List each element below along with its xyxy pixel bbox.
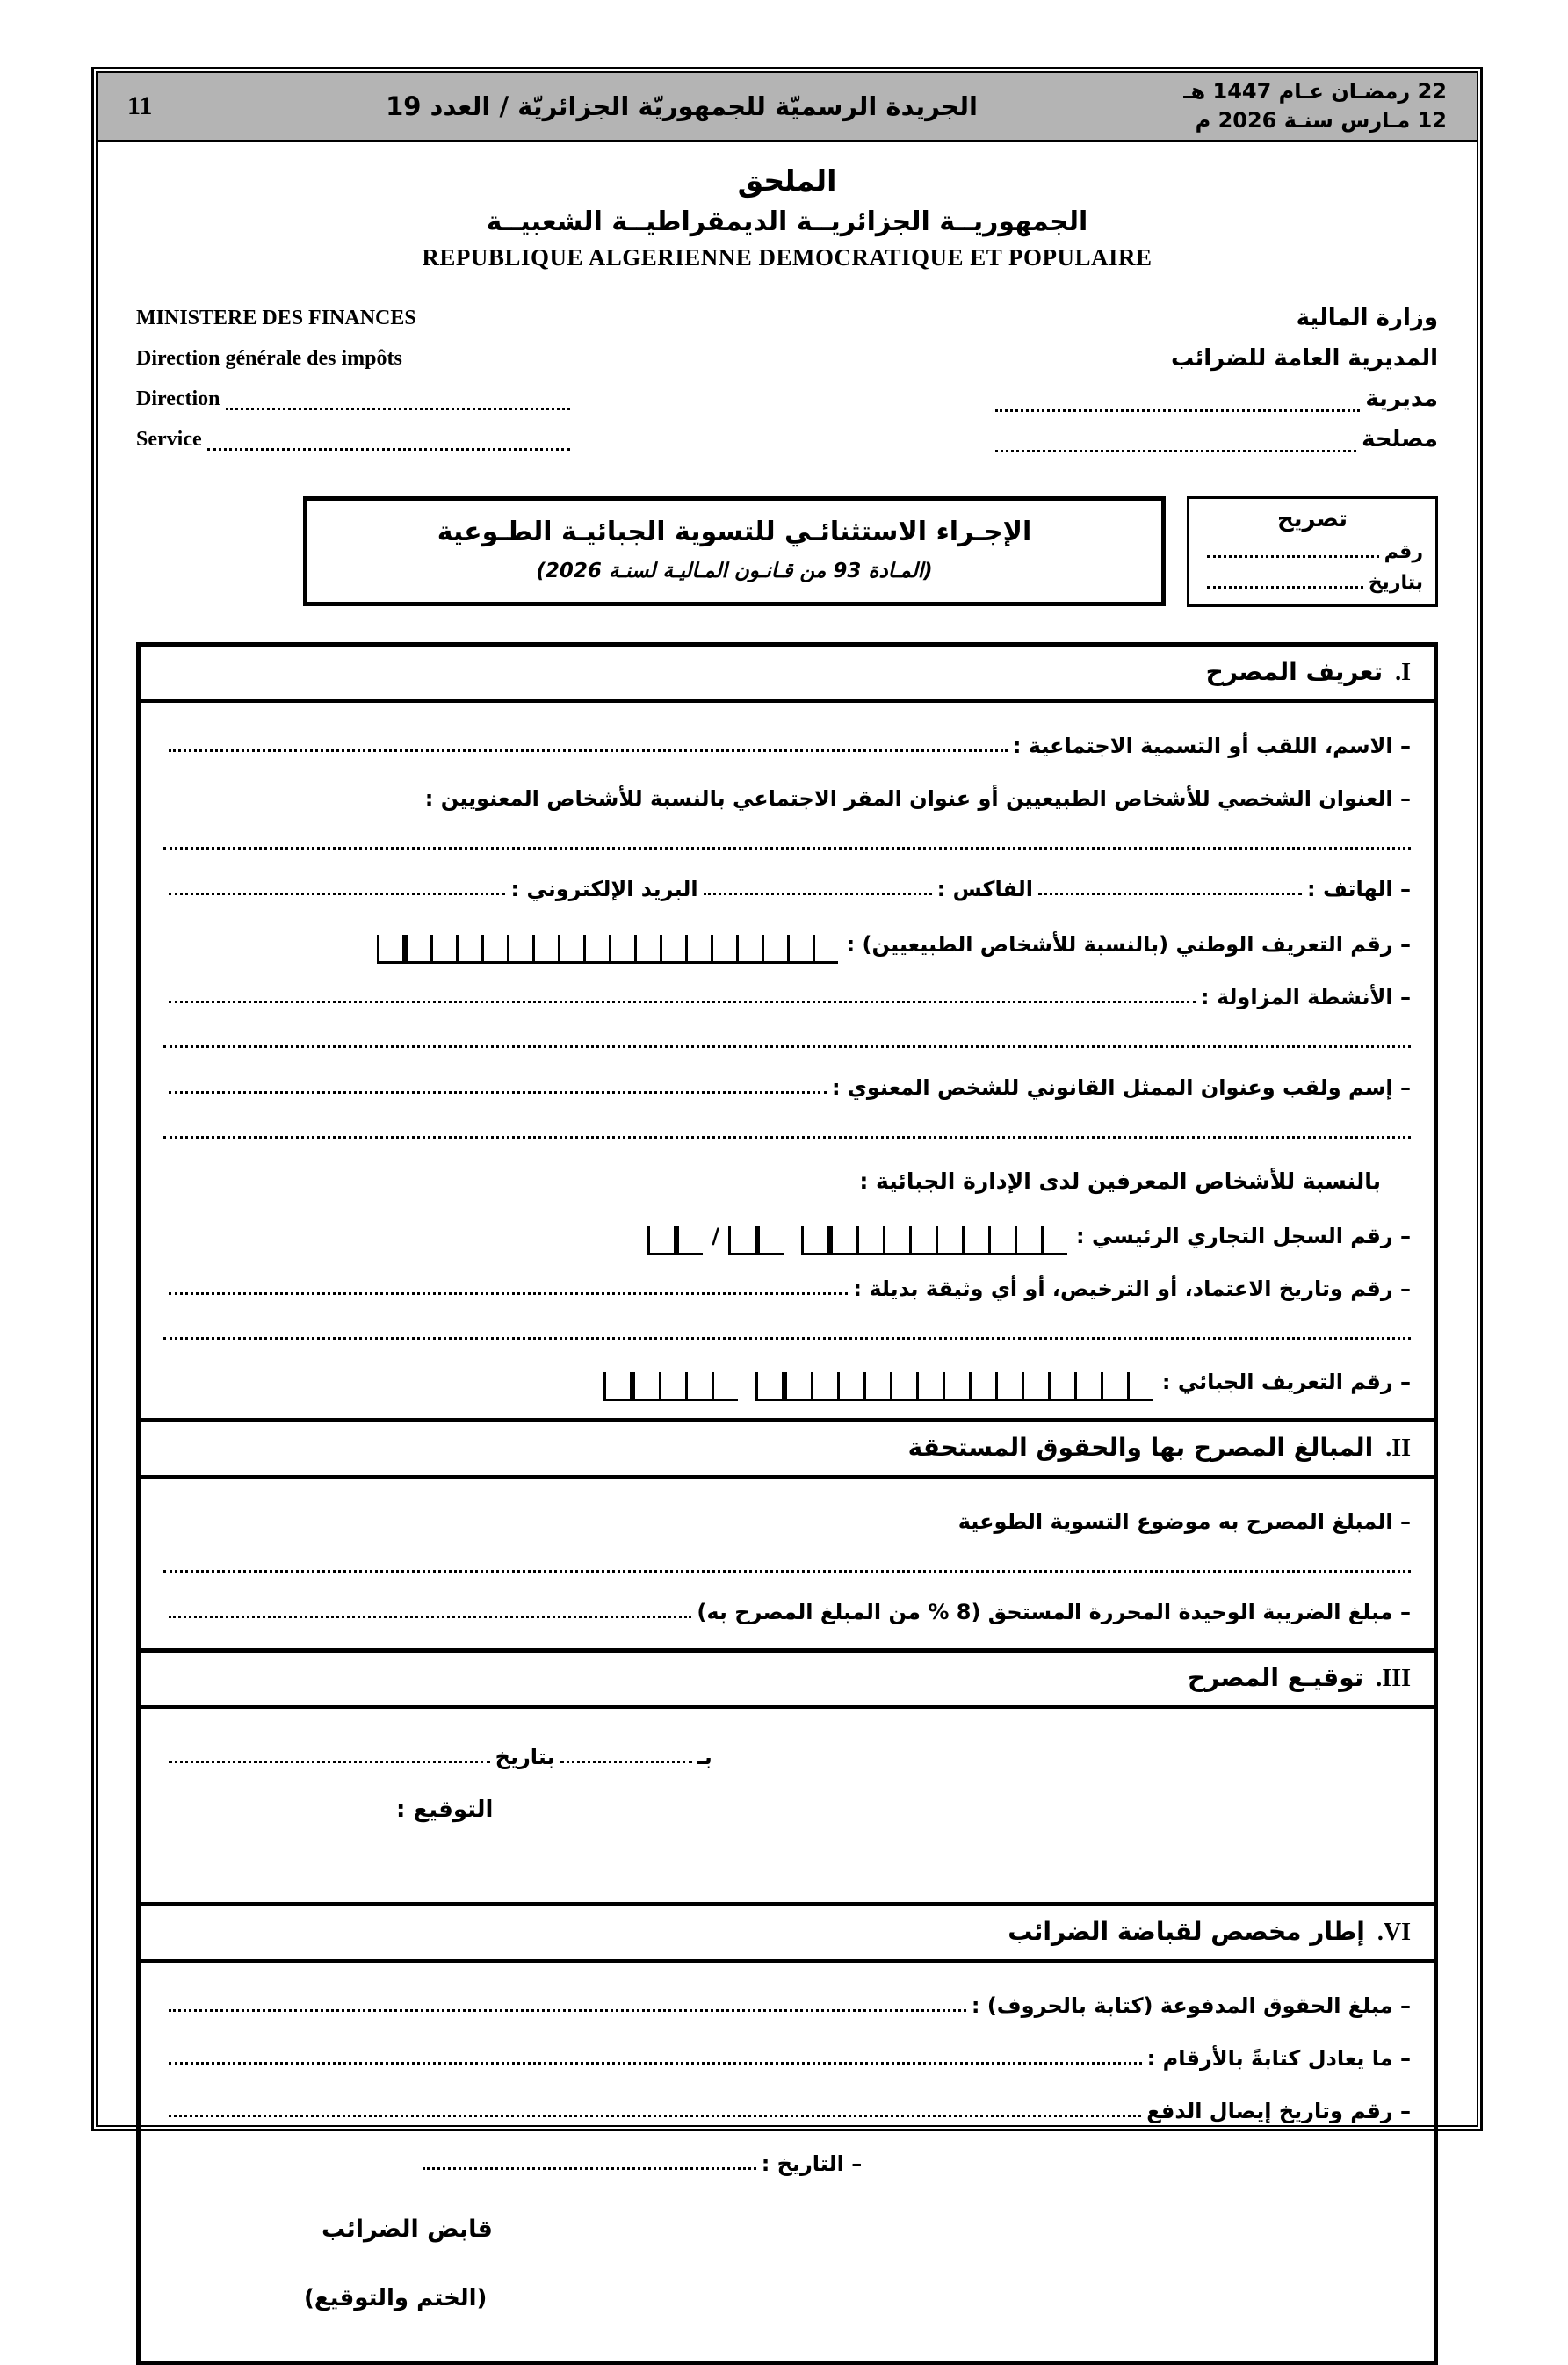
name-field-row — [163, 733, 1411, 759]
digit-cell — [969, 1372, 995, 1401]
digit-cell — [755, 1372, 784, 1401]
dotted-fill — [704, 893, 932, 895]
dotted-fill — [169, 1001, 1196, 1003]
legal-representative-label: – إسم ولقب وعنوان الممثل القانوني للشخص المعنوي : — [831, 1075, 1411, 1100]
section-2-header — [141, 1422, 1434, 1479]
tax-id-label: – رقم التعريف الجبائي : — [1161, 1370, 1411, 1394]
section-2-title: المبالغ المصرح بها والحقوق المستحقة — [907, 1433, 1374, 1462]
section-2-number: II. — [1385, 1435, 1411, 1462]
tax-id-main-cells — [755, 1372, 1153, 1401]
signature-place-label: بـ — [697, 1745, 712, 1769]
digit-cell — [430, 935, 456, 964]
declaration-form — [136, 642, 1438, 2365]
digit-cell — [784, 1372, 811, 1401]
digit-cell — [762, 935, 787, 964]
dotted-continuation-line — [163, 1122, 1411, 1139]
digit-cell — [405, 935, 430, 964]
amount-in-words-row — [163, 1993, 1411, 2019]
section-3-number: III. — [1376, 1665, 1411, 1692]
digit-cell — [813, 935, 838, 964]
procedure-title-box — [303, 496, 1166, 606]
tax-collector-label: قابض الضرائب — [322, 2216, 493, 2243]
digit-cell — [609, 935, 634, 964]
procedure-subtitle: (المـادة 93 من قـانـون المـاليـة لسنـة 2026) — [536, 560, 933, 582]
journal-title: الجريدة الرسميّة للجمهوريّة الجزائريّة / العدد 19 — [386, 91, 978, 121]
tax-id-end-cells — [603, 1372, 738, 1401]
accreditation-row — [163, 1276, 1411, 1302]
dotted-fill — [169, 2062, 1142, 2065]
directorate-fr: Direction générale des impôts — [136, 347, 402, 370]
digit-cell — [1041, 1226, 1067, 1255]
dotted-fill — [560, 1761, 692, 1763]
amount-in-words-label: – مبلغ الحقوق المدفوعة (كتابة بالحروف) : — [971, 1993, 1411, 2018]
date-gregorian: 12 مـارس سنـة 2026 م — [1195, 108, 1447, 133]
single-tax-row — [163, 1599, 1411, 1625]
email-label: البريد الإلكتروني : — [510, 877, 698, 901]
national-id-digit-cells — [377, 935, 838, 964]
page-number: 11 — [127, 91, 153, 120]
digit-cell — [712, 1372, 738, 1401]
declaration-title: تصريح — [1276, 506, 1348, 532]
digit-cell — [1015, 1226, 1041, 1255]
dotted-fill — [423, 2167, 756, 2170]
activities-row — [163, 984, 1411, 1010]
digit-cell — [890, 1372, 916, 1401]
signature-place-date-row — [163, 1744, 1411, 1770]
issue-dates — [1157, 77, 1447, 135]
section-2-body — [141, 1479, 1434, 1648]
payment-receipt-row — [163, 2098, 1411, 2124]
republic-name-arabic: الجمهوريــة الجزائريــة الديمقراطيــة الشعبيــة — [486, 206, 1088, 237]
dotted-fill — [1207, 555, 1379, 558]
dotted-fill — [169, 749, 1008, 752]
digit-cell — [1048, 1372, 1074, 1401]
dotted-fill — [226, 408, 570, 410]
national-id-label: – رقم التعريف الوطني (بالنسبة للأشخاص الطبيعيين) : — [846, 932, 1411, 957]
dotted-fill — [169, 1616, 691, 1618]
dotted-fill — [169, 2115, 1141, 2117]
known-persons-subheading: بالنسبة للأشخاص المعرفين لدى الإدارة الجبائية : — [859, 1168, 1381, 1194]
national-id-row — [163, 929, 1411, 958]
directorate-ar: المديرية العامة للضرائب — [1170, 345, 1438, 372]
digit-cell — [685, 1372, 712, 1401]
date-hijri: 22 رمضـان عـام 1447 هـ — [1183, 79, 1447, 104]
service-row-ar — [990, 419, 1438, 459]
dotted-continuation-line — [163, 1031, 1411, 1048]
section-3 — [141, 1648, 1434, 1902]
digit-cell — [787, 935, 813, 964]
digit-cell — [711, 935, 736, 964]
digit-cell — [936, 1226, 962, 1255]
fax-label: الفاكس : — [936, 877, 1033, 901]
digit-cell — [647, 1226, 676, 1255]
section-1 — [141, 647, 1434, 1418]
declaration-date-label: بتاريخ — [1368, 572, 1423, 594]
section-3-body — [141, 1709, 1434, 1902]
legal-representative-row — [163, 1074, 1411, 1101]
digit-cell — [634, 935, 660, 964]
address-field-row — [163, 785, 1411, 812]
journal-header-band — [98, 73, 1477, 142]
ministry-block — [136, 298, 1438, 459]
section-4-number: IV. — [1377, 1919, 1411, 1946]
payment-receipt-label: – رقم وتاريخ إيصال الدفع — [1146, 2099, 1411, 2123]
declared-amount-label: – المبلغ المصرح به موضوع التسوية الطوعية — [957, 1509, 1411, 1534]
digit-cell — [811, 1372, 837, 1401]
section-1-header — [141, 647, 1434, 703]
declaration-number-row — [1202, 541, 1423, 563]
dotted-fill — [169, 893, 505, 895]
section-1-number: I. — [1395, 659, 1411, 686]
declaration-ref-box — [1187, 496, 1438, 607]
digit-cell — [943, 1372, 969, 1401]
dotted-fill — [169, 1761, 490, 1763]
name-field-label: – الاسم، اللقب أو التسمية الاجتماعية : — [1012, 734, 1411, 758]
direction-label-fr: Direction — [136, 387, 220, 410]
section-1-body — [141, 703, 1434, 1418]
section-3-title: توقيـع المصرح — [1187, 1663, 1364, 1692]
page-content — [98, 142, 1477, 2365]
digit-cell — [676, 1226, 703, 1255]
title-boxes-row — [136, 496, 1438, 607]
digit-cell — [632, 1372, 659, 1401]
digit-cell — [916, 1372, 943, 1401]
document-masthead — [136, 163, 1438, 271]
digit-cell — [1022, 1372, 1048, 1401]
dotted-fill — [995, 450, 1356, 452]
digit-cell — [532, 935, 558, 964]
declaration-date-row — [1202, 572, 1423, 594]
collection-date-label: – التاريخ : — [761, 2152, 863, 2176]
digit-cell — [856, 1226, 883, 1255]
digit-cell — [988, 1226, 1015, 1255]
digit-cell — [377, 935, 405, 964]
activities-label: – الأنشطة المزاولة : — [1200, 985, 1411, 1009]
stamp-and-signature-label: (الختم والتوقيع) — [304, 2285, 488, 2311]
digit-cell — [456, 935, 481, 964]
dotted-continuation-line — [163, 1556, 1411, 1573]
digit-cell — [1074, 1372, 1101, 1401]
service-label-fr: Service — [136, 428, 202, 451]
dotted-fill — [169, 1091, 827, 1094]
section-3-header — [141, 1653, 1434, 1709]
declared-amount-row — [163, 1508, 1411, 1535]
digit-cell — [883, 1226, 909, 1255]
section-4-title: إطار مخصص لقباضة الضرائب — [1008, 1917, 1365, 1946]
digit-cell — [603, 1372, 632, 1401]
dotted-fill — [995, 409, 1360, 412]
signature-date-label: بتاريخ — [495, 1745, 555, 1769]
phone-label: – الهاتف : — [1307, 877, 1411, 901]
dotted-fill — [169, 1292, 848, 1295]
digit-cell — [736, 935, 762, 964]
digit-cell — [757, 1226, 784, 1255]
accreditation-label: – رقم وتاريخ الاعتماد، أو الترخيص، أو أي وثيقة بديلة : — [853, 1277, 1411, 1301]
phone-fax-email-row — [163, 876, 1411, 902]
section-4-body — [141, 1963, 1434, 2361]
address-field-label: – العنوان الشخصي للأشخاص الطبيعيين أو عنوان المقر الاجتماعي بالنسبة للأشخاص المعنويين : — [424, 786, 1411, 811]
digit-cell — [583, 935, 609, 964]
commercial-register-row — [163, 1220, 1411, 1249]
section-1-title: تعريف المصرح — [1205, 657, 1384, 686]
digit-cell — [685, 935, 711, 964]
commercial-register-separator: / — [712, 1224, 720, 1248]
dotted-continuation-line — [163, 1323, 1411, 1340]
digit-cell — [660, 935, 685, 964]
procedure-title: الإجـراء الاستثنائـي للتسوية الجبائيـة الطـوعية — [437, 517, 1032, 547]
digit-cell — [909, 1226, 936, 1255]
journal-page-frame — [91, 67, 1483, 2311]
digit-cell — [507, 935, 532, 964]
dotted-fill — [169, 2009, 966, 2012]
digit-cell — [728, 1226, 757, 1255]
amount-in-figures-label: – ما يعادل كتابةً بالأرقام : — [1146, 2046, 1411, 2071]
digit-cell — [801, 1226, 830, 1255]
dotted-fill — [1038, 893, 1302, 895]
tax-id-row — [163, 1366, 1411, 1395]
single-tax-label: – مبلغ الضريبة الوحيدة المحررة المستحق (8 % من المبلغ المصرح به) — [697, 1600, 1411, 1624]
direction-row-ar — [990, 379, 1438, 419]
ministry-title-fr: MINISTERE DES FINANCES — [136, 307, 416, 329]
service-row-fr — [136, 419, 575, 459]
dotted-fill — [1207, 586, 1363, 589]
digit-cell — [1101, 1372, 1127, 1401]
section-4-header — [141, 1906, 1434, 1963]
direction-row-fr — [136, 379, 575, 419]
signature-space — [163, 1823, 1411, 1879]
ministry-title-ar: وزارة المالية — [1296, 305, 1438, 331]
dotted-continuation-line — [163, 833, 1411, 850]
commercial-register-end-cells — [647, 1226, 703, 1255]
digit-cell — [837, 1372, 863, 1401]
digit-cell — [863, 1372, 890, 1401]
signature-label: التوقيع : — [396, 1797, 494, 1823]
ministry-french-column — [136, 298, 575, 459]
dotted-fill — [207, 448, 570, 451]
digit-cell — [481, 935, 507, 964]
journal-page-inner-frame — [96, 71, 1478, 2311]
commercial-register-main-cells — [801, 1226, 1067, 1255]
digit-cell — [962, 1226, 988, 1255]
section-4 — [141, 1902, 1434, 2361]
digit-cell — [659, 1372, 685, 1401]
digit-cell — [1127, 1372, 1153, 1401]
collection-date-row — [163, 2151, 1411, 2177]
amount-in-figures-row — [163, 2045, 1411, 2072]
commercial-register-mid-cells — [728, 1226, 784, 1255]
digit-cell — [558, 935, 583, 964]
direction-label-ar: مديرية — [1365, 386, 1438, 412]
digit-cell — [995, 1372, 1022, 1401]
commercial-register-label: – رقم السجل التجاري الرئيسي : — [1076, 1224, 1411, 1248]
section-2 — [141, 1418, 1434, 1648]
declaration-number-label: رقم — [1384, 541, 1423, 563]
ministry-arabic-column — [990, 298, 1438, 459]
service-label-ar: مصلحة — [1362, 426, 1438, 452]
republic-name-french: REPUBLIQUE ALGERIENNE DEMOCRATIQUE ET POPULAIRE — [422, 244, 1153, 271]
digit-cell — [830, 1226, 856, 1255]
annex-title: الملحق — [737, 163, 837, 198]
